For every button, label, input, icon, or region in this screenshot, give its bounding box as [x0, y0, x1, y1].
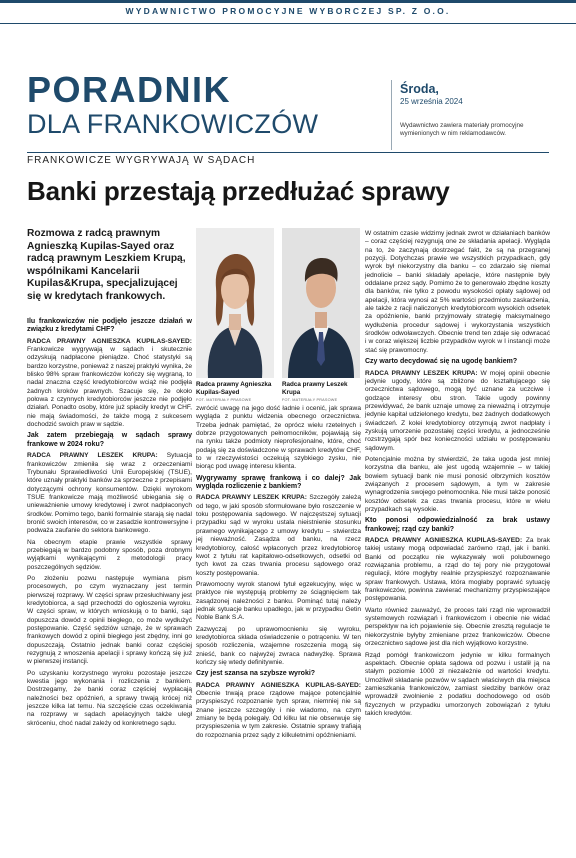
paragraph: Warto również zauważyć, że proces taki rząd nie wprowadził systemowych rozwiązań i frankowiczom i obecnie nie widać perspektyw na ich pojawienie się. Obecnie zresztą regulacje te niekorzystnie byłyby zmieniane przez frankowiczów. Obecne orzecznictwo sądowe jest dla nich wyjątkowo korzystne. — [365, 606, 550, 648]
speaker: RADCA PRAWNY AGNIESZKA KUPILAS-SAYED: — [196, 681, 361, 689]
speaker: RADCA PRAWNY AGNIESZKA KUPILAS-SAYED: — [365, 537, 523, 545]
question: Kto ponosi odpowiedzialność za brak ustawy frankowej; rząd czy banki? — [365, 517, 550, 533]
article-headline: Banki przestają przedłużać sprawy — [27, 176, 450, 206]
paragraph: Po uzyskaniu korzystnego wyroku pozostaje jeszcze kwestia jego wykonania i rozliczenia z bankiem. Dostrzegamy, że banki coraz częściej wypłacają należności bez opóźnień, a sprawy trwają krócej niż jeszcze kilka lat temu. Na szczęście czas oczekiwania na rozprawy w sądach apelacyjnych także uległ skróceniu, choć nadal zależy od konkretnego sądu. — [27, 669, 192, 727]
publisher-text: WYDAWNICTWO PROMOCYJNE WYBORCZEJ SP. Z O.O. — [125, 6, 451, 16]
speaker: RADCA PRAWNY AGNIESZKA KUPILAS-SAYED: — [27, 337, 192, 345]
paragraph: W ostatnim czasie widzimy jednak zwrot w działaniach banków – coraz częściej rezygnują one ze składania apelacji. Wygląda na to, że zaczynają dostrzegać fakt, że są na przegranej pozycji. Dotychczas prawie we wszystkich przypadkach, gdy wyrok był niekorzystny dla banku – co zdarzało się niemal jednolicie – banki składały apelacje, które następnie były oddalane przez sądy. Pomimo że to generowało zbędne koszty dla banków, nie tylko z powodu wysokości opłaty sądowej od apelacji, która wynosi aż 5% wartości przedmiotu zaskarżenia, ale także z racji naliczonych kredytobiorcom wysokich odsetek za opóźnienie, banki przyjmowały strategię maksymalnego wydłużenia procedur sądowej i wykorzystania wszystkich środków odwoławczych. Obecnie trend ten zdaje się odwracać i w coraz większej liczbie przypadków wyrok w I instancji może stać się prawomocny. — [365, 230, 550, 354]
answer-text: Frankowicze wygrywają w sądach i skutecznie odzyskują nadpłacone pieniądze. Choć statystyki są bardzo korzystne, ponieważ z naszej praktyki wynika, że blisko 98% spraw frankowiczów kończy się wygraną, to nadal znaczna część kredytobiorców wciąż nie podjęła żadnych kroków prawnych. Szacuje się, że około połowa z czynnych kredytobiorców jeszcze nie podjęło działań. Ponadto osoby, które już spłaciły kredyt w CHF, nie mają świadomości, że także mogą z sukcesem dochodzić swoich praw w sądzie. — [27, 346, 192, 429]
promo-note: Wydawnictwo zawiera materiały promocyjne wymienionych w nim reklamodawców. — [400, 122, 524, 137]
answer — [196, 682, 361, 740]
answer-text: W mojej opinii obecnie jedynie ugody, które są zbliżone do kształtującego się orzecznictwa sądowego, mogą być uznane za uczciwe i godzące interesy obu stron. Takie ugody powinny przewidywać, że bank uznaje umowę za nieważną i otrzymuje jedynie kapitał udzielonego kredytu, bez żadnych dodatkowych świadczeń. Z kolei kredytobiorcy otrzymują zwrot nadpłaty i zyskują umorzenie pozostałej części kredytu, a jednocześnie rozstrzygają spór bez konieczności udziału w postępowaniu sądowym. — [365, 369, 550, 452]
paragraph: Po złożeniu pozwu następuje wymiana pism procesowych, po czym wyznaczany jest termin pierwszej rozprawy. W części spraw przesłuchiwany jest kredytobiorca, a sąd przechodzi do ogłoszenia wyroku. W części spraw, w których wnioskują o to banki, sąd dopuszcza dowód z opinii biegłego, co może wydłużyć postępowanie. Część sędziów uznaje, że w sprawach frankowych dowód z opinii biegłego jest zbędny, inni go dopuszczają. Ostatnio jednak banki coraz częściej rezygnują z wnoszenia apelacji i sprawy kończą się już w pierwszej instancji. — [27, 574, 192, 666]
question: Czy warto decydować się na ugodę bankiem? — [365, 358, 518, 366]
paragraph: zwrócić uwagę na jego dość ładnie i ocenić, jak sprawa wygląda z punktu widzenia obecnego orzecznictwa. Trzeba jednak pamiętać, że oprócz wielu rzetelnych i dobrze przygotowanych pełnomocników, pojawiają się na rynku także podmioty nieprofesjonalne, które, choć podają się za doświadczone w sprawach kredytów CHF, to w rzeczywistości oczekują szybkiego zysku, nie biorąc pod uwagę interesu klienta. — [196, 405, 361, 471]
caption-text: Radca prawny Leszek Krupa — [282, 381, 348, 396]
brand-title: PORADNIK — [27, 69, 232, 110]
article-lead: Rozmowa z radcą prawnym Agnieszką Kupilas-Sayed oraz radcą prawnym Leszkiem Krupą, wspólnikami Kancelarii Kupilas&Krupa, specjalizującej się w kredytach frankowych. — [27, 228, 186, 302]
photo-kupilas-sayed — [196, 228, 274, 378]
answer — [27, 338, 192, 430]
answer — [365, 370, 550, 453]
paragraph: Zazwyczaj po uprawomocnieniu się wyroku, kredytobiorca składa oświadczenie o potrąceniu. W ten sposób rozliczenia, wzajemne roszczenia mogą się znieść, bank co najwyżej zwraca nadwyżkę. Sprawa kończy się wtedy definitywnie. — [196, 625, 361, 666]
paragraph: Rząd pomógł frankowiczom jedynie w kilku formalnych aspektach. Obecnie opłata sądowa od pozwu i ustalił ją na stałym poziomie 1000 zł niezależnie od wartości kredytu. Umożliwił składanie pozwów w sądach właściwych dla miejsca zamieszkania frankowiczów, zamiast siedziby banków oraz wprowadził zwolnienie z podatku dochodowego od osób fizycznych w przypadku umorzonych zobowiązań z tytułu takich kredytów. — [365, 651, 550, 717]
answer-text: Obecnie trwają prace rządowe mające potencjalnie przyspieszyć rozpoznanie tych spraw, niemniej nie są znane jeszcze szczegóły i nie wiadomo, na czym zmiany te będą polegały. Od kilku lat nie obserwuje się przyspieszenia w tym zakresie. Ostatnie sprawy trafiają do rozpoznania przez sądy z kilkuletnimi opóźnieniami. — [196, 690, 361, 739]
paragraph: Prawomocny wyrok stanowi tytuł egzekucyjny, więc w praktyce nie występują problemy ze ściągnięciem tak zasądzonej należności z banku. Pominąć tutaj należy jednak sytuacje banku upadłego, jak w przypadku Getin Noble Bank S.A. — [196, 580, 361, 622]
issue-day: Środa, — [400, 82, 439, 96]
brand-subtitle: DLA FRANKOWICZÓW — [27, 109, 319, 139]
issue-date: 25 września 2024 — [400, 97, 463, 106]
speaker: RADCA PRAWNY LESZEK KRUPA: — [196, 494, 307, 502]
photo-credit: FOT. MATERIAŁY PRASOWE — [282, 398, 338, 402]
answer-text: Sytuacja frankowiczów zmieniła się wraz z orzeczeniami Trybunału Sprawiedliwości Unii Europejskiej (TSUE), które uznały praktyki banków za sprzeczne z przepisami dotyczącymi ochrony konsumentów. Dzięki wyrokom TSUE frankowicze mają możliwość ubiegania się o unieważnienie umowy kredytowej i zwrot nadpłaconych środków. Pomimo tego, banki formalnie starają się nadal bronić swoich interesów, co w zasadzie kontrowersyjne i podważa zaufanie do sektora bankowego. — [27, 452, 192, 535]
paragraph: Potencjalnie można by stwierdzić, że taka ugoda jest mniej korzystna dla banku, ale jest ugodą wzajemnie – w takiej bowiem sytuacji bank nie musi ponosić olbrzymich kosztów związanych z procesem sądowym, a tym w zakresie wynagrodzenia swojego pełnomocnika. Nie musi także ponosić kosztów odsetek za czas trwania procesu, które w wielu przypadkach są wysokie. — [365, 455, 550, 513]
paragraph: Na obecnym etapie prawie wszystkie sprawy przebiegają w bardzo podobny sposób, poza drobnymi wyjątkami wynikającymi z metodologii pracy poszczególnych sędziów. — [27, 538, 192, 571]
publisher-bar — [0, 0, 576, 24]
photo-credit: FOT. MATERIAŁY PRASOWE — [196, 398, 252, 402]
answer — [27, 452, 192, 535]
speaker: RADCA PRAWNY LESZEK KRUPA: — [365, 369, 478, 377]
caption-text: Radca prawny Agnieszka Kupilas-Sayed — [196, 381, 272, 396]
header-rule — [27, 152, 549, 153]
question: Wygrywamy sprawę frankową i co dalej? Jak wygląda rozliczenie z bankiem? — [196, 474, 361, 491]
photo-caption-2 — [282, 381, 362, 405]
article-column-2 — [196, 405, 361, 743]
answer — [365, 537, 550, 604]
question: Ilu frankowiczów nie podjęło jeszcze działań w związku z kredytami CHF? — [27, 318, 192, 334]
answer-text: Szczegóły zależą od tego, w jaki sposób sformułowane było roszczenie w toku postępowania sądowego. W najczęstszej sytuacji przypadku sąd w wyroku ustala nieistnienie stosunku prawnego wynikającego z umowy kredytu – stwierdza jej nieważność. Zasądza od banku, na rzecz kredytobiorcy, całość wpłaconych przez kredytobiorcę kwot z tytułu rat kapitałowo-odsetkowych, odsetki od tych kwot za czas trwania procesu sądowego oraz koszty postępowania. — [196, 494, 361, 577]
header-divider — [391, 80, 392, 150]
answer-text: Za brak takiej ustawy mogą odpowiadać zarówno rząd, jak i banki. Banki od początku nie wykazywały woli polubownego rozwiązania problemu, a rząd do tej pory nie przygotował regulacji, które mogłyby realnie przyspieszyć rozpoznawanie spraw frankowych. Ustawa, która mogłaby poprawić sytuację frankowiczów, powinna zawierać mechanizmy przyspieszające postępowania. — [365, 537, 551, 603]
question: Czy jest szansa na szybsze wyroki? — [196, 670, 316, 678]
question: Jak zatem przebiegają w sądach sprawy frankowe w 2024 roku? — [27, 432, 192, 448]
speaker: RADCA PRAWNY LESZEK KRUPA: — [27, 452, 158, 460]
article-kicker: FRANKOWICZE WYGRYWAJĄ W SĄDACH — [27, 155, 256, 166]
article-column-1 — [27, 318, 192, 731]
answer — [196, 494, 361, 577]
photo-caption-1 — [196, 381, 276, 405]
article-column-3 — [365, 230, 550, 721]
photo-krupa — [282, 228, 360, 378]
